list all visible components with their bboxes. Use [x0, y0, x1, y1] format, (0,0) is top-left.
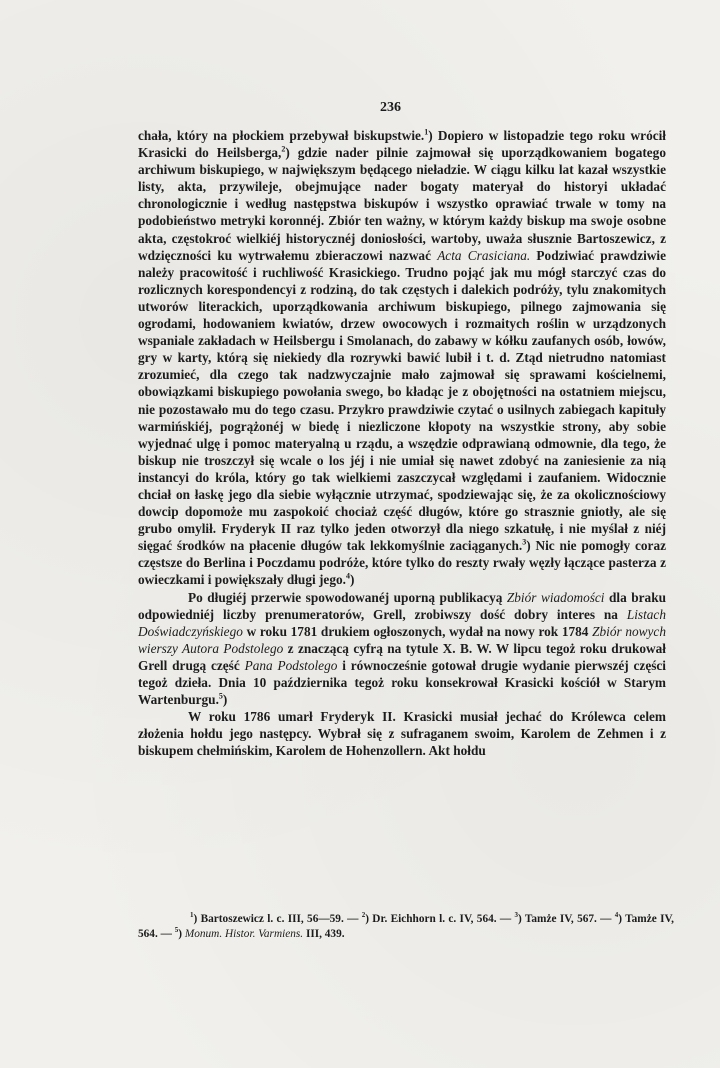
- footnote-ref: 2: [361, 911, 366, 920]
- italic-title: Zbiór wiadomości: [506, 589, 605, 605]
- text-run: W roku 1786 umarł Fryderyk II. Krasicki musiał jechać do Królewca celem złożenia hołdu jego następcy. Wybrał się z sufraganem swoim, Karolem de Zehmen i z biskupem chełmińskim, Karolem de Hohenzollern. Akt hołdu: [138, 709, 666, 759]
- italic-title: Acta Crasiciana.: [437, 247, 531, 263]
- text-run: chała, który na płockiem przebywał biskupstwie.: [138, 128, 425, 143]
- italic-title: Zbiór nowych wierszy Autora Podstolego: [138, 623, 666, 656]
- text-run: Podziwiać prawdziwie należy pracowitość i ruchliwość Krasickiego. Trudno pojąć jak mu mógł starczyć czas do rozlicznych korespondencyi z rodziną, do tak częstych i dalekich podróży, tylu znakomitych utworów literackich, uporządkowania archiwum biskupiego, pilnego zajmowania się ogrodami, hodowaniem kwiatów, drzew owocowych i rozmaitych roślin w urządzonych wspaniale zakładach w Heilsbergu i Smolanach, do zabawy w kółku zaufanych osób, łowów, gry w karty, którą się niekiedy dla rozrywki bawić lubił i t. d. Ztąd nietrudno natomiast zrozumieć, dla czego tak nadzwyczajnie mało zajmował się sprawami kościelnemi, obowiązkami biskupiego powołania swego, bo kładąc je z obojętności na ostatniem miejscu, nie pozostawało mu do tego czasu. Przykro prawdziwie czytać o usilnych zabiegach kapituły warmińskiéj, pogrążonéj w biedę i niezliczone kłopoty na wszystkie strony, aby sobie wyjednać ulgę i pomoc materyalną u rządu, a wszędzie odprawianą odmownie, dla tego, że biskup nie troszczył się wcale o los jéj i nie umiał się nawet zdobyć na zaniesienie za nią instancyi do króla, który go tak wielkiemi zaszczycał względami i zaufaniem. Widocznie chciał on łaskę jego dla siebie wyłącznie utrzymać, spodziewając się, że za okolicznościowy dowcip dopomoże mu zaspokoić chociaż część długów, które go strasznie gniotły, ale się grubo omylił. Fryderyk II raz tylko jeden otworzył dla niego szkatułę, i nie myślał z niéj sięgać środków na płacenie długów tak lekkomyślnie zaciąganych.: [138, 247, 666, 554]
- body-text: [138, 127, 666, 759]
- footnote-ref: 4: [614, 911, 619, 920]
- italic-title: Listach Doświadczyńskiego: [138, 606, 666, 639]
- text-run: ) Tamże IV, 564. —: [138, 913, 674, 940]
- footnote-ref: 4: [345, 572, 350, 582]
- page-number: 236: [380, 100, 401, 115]
- text-run: ) Dr. Eichhorn l. c. IV, 564. —: [365, 913, 515, 925]
- footnote-ref: 1: [424, 127, 429, 137]
- text-run: ): [222, 692, 228, 708]
- footnote-line: [138, 912, 674, 942]
- paragraph-3: [138, 708, 666, 759]
- text-run: z znaczącą cyfrą na tytule X. B. W. W lipcu tegoż roku drukował Grell drugą część: [138, 640, 666, 673]
- text-run: ): [178, 928, 185, 940]
- footnotes: [138, 912, 674, 942]
- italic-title: Pana Podstolego: [244, 657, 338, 673]
- text-run: ) Dopiero w listopadzie tego roku wrócił Krasicki do Heilsberga,: [138, 128, 667, 161]
- footnote-ref: 2: [281, 144, 286, 154]
- text-run: dla braku odpowiedniéj liczby prenumeratorów, Grell, zrobiwszy dość dobry interes na: [138, 589, 666, 622]
- footnote-ref: 1: [190, 911, 194, 920]
- text-run: ) gdzie nader pilnie zajmował się uporządkowaniem bogatego archiwum biskupiego, w największym będącego nieładzie. W ciągu kilku lat kazał wszystkie listy, akta, przywileje, obejmujące nader bogaty materyał do historyi układać chronologicznie i według następstwa biskupów i wszystko oprawiać trwale w tomy na podobieństwo metryki koronnéj. Zbiór ten ważny, w którym każdy biskup ma swoje osobne akta, częstokroć wielkiéj historycznéj doniosłości, wartoby, uważa słusznie Bartoszewicz, z wdzięczności ku wytrwałemu zbieraczowi nazwać: [138, 145, 666, 263]
- text-run: ): [349, 572, 355, 588]
- text-run: ) Bartoszewicz l. c. III, 56—59. —: [193, 913, 362, 925]
- text-run: ) Tamże IV, 567. —: [518, 913, 615, 925]
- text-run: ) Nic nie pomogły coraz częstsze do Berlina i Poczdamu podróże, które tylko do reszty rwały węzły łączące pasterza z owieczkami i powiększały długi jego.: [138, 538, 666, 588]
- footnote-ref: 3: [522, 537, 527, 547]
- footnote-ref: 5: [218, 691, 223, 701]
- text-run: i równocześnie gotował drugie wydanie pierwszéj części tegoż dzieła. Dnia 10 października tegoż roku konsekrował Krasicki kościół w Starym Wartenburgu.: [138, 657, 666, 708]
- paragraph-2: [138, 589, 666, 709]
- footnote-ref: 5: [174, 926, 179, 935]
- paragraph-1: [138, 127, 666, 589]
- text-run: Po długiéj przerwie spowodowanéj uporną publikacyą: [188, 589, 507, 605]
- italic-title: Monum. Histor. Varmiens.: [184, 928, 304, 940]
- text-run: w roku 1781 drukiem ogłoszonych, wydał na nowy rok 1784: [242, 623, 593, 639]
- text-run: III, 439.: [303, 928, 345, 940]
- footnote-ref: 3: [514, 911, 519, 920]
